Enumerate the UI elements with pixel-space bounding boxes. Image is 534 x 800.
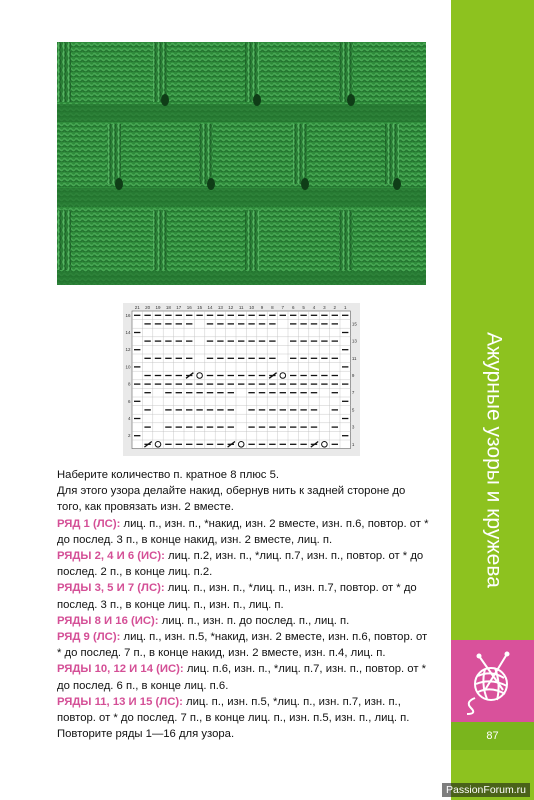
chart-row-label-left: 14 <box>125 330 131 335</box>
chart-row-label-left: 6 <box>127 398 131 404</box>
row-text: лиц. п., изн. п.5, *лиц. п., изн. п.7, изн. п., повтор. от * до послед. 7 п., в конце лиц. п., изн. п.5, изн. п., лиц. п. <box>57 695 410 725</box>
row-text: лиц. п.6, изн. п., *лиц. п.7, изн. п., повтор. от * до послед. 6 п., в конце лиц. п.6. <box>57 663 427 692</box>
chapter-title: Ажурные узоры и кружева <box>482 332 506 588</box>
row-label: РЯД 9 (ЛС): <box>57 631 121 644</box>
chart-column-label: 4 <box>312 305 316 310</box>
row-label: РЯД 1 (ЛС): <box>57 517 121 530</box>
row-text: лиц. п., изн. п.5, *накид, изн. 2 вместе, изн. п.6, повтор. от * до послед. 7 п., в конце накид, изн. 2 вместе, изн. п.4, лиц. п. <box>57 631 428 660</box>
chart-column-label: 13 <box>217 305 223 310</box>
row-instruction <box>57 661 432 693</box>
chart-column-label: 9 <box>260 305 264 310</box>
intro-line-2: Для этого узора делайте накид, обернув нить к задней стороне до того, как провязать изн. 2 вместе. <box>57 485 406 514</box>
page-number: 87 <box>451 722 534 750</box>
yarn-icon-box <box>451 640 534 722</box>
chart-column-label: 3 <box>323 305 326 310</box>
chart-column-label: 17 <box>176 305 182 310</box>
chart-column-label: 12 <box>228 305 234 310</box>
row-label: РЯДЫ 2, 4 И 6 (ИС): <box>57 550 165 563</box>
chart-column-label: 10 <box>249 305 255 310</box>
chart-row-label-left: 12 <box>125 347 131 353</box>
chart-column-label: 7 <box>281 305 285 310</box>
chart-column-label: 1 <box>343 305 347 310</box>
knitted-fabric-image <box>57 42 426 285</box>
row-instruction <box>57 694 432 726</box>
yarn-ball-with-needles-icon <box>451 640 534 722</box>
chart-column-label: 16 <box>186 305 192 310</box>
row-instruction <box>57 613 432 629</box>
knitting-sample-photo <box>57 42 426 285</box>
chart-column-label: 8 <box>271 305 274 310</box>
chart-row-label-right: 13 <box>351 338 357 344</box>
repeat-instruction: Повторите ряды 1—16 для узора. <box>57 728 235 741</box>
row-instruction <box>57 629 432 661</box>
chart-column-label: 11 <box>238 305 244 310</box>
chapter-title-svg <box>451 290 534 630</box>
chart-grid <box>123 303 360 456</box>
row-instructions <box>57 516 432 727</box>
chart-row-label-left: 2 <box>127 433 131 439</box>
row-text: лиц. п., изн. п., *лиц. п., изн. п.7, повтор. от * до послед. 3 п., в конце лиц. п., изн. п., лиц. п. <box>57 582 417 611</box>
watermark[interactable]: PassionForum.ru <box>442 783 530 797</box>
chart-row-label-left: 4 <box>127 416 131 421</box>
chart-column-label: 6 <box>291 305 295 310</box>
chart-column-label: 18 <box>165 305 171 310</box>
chart-row-label-right: 5 <box>351 407 355 413</box>
chart-column-label: 14 <box>207 305 213 310</box>
chart-column-label: 19 <box>155 305 161 310</box>
instructions <box>57 467 432 742</box>
chart-row-label-left: 10 <box>125 364 131 370</box>
chart-column-label: 15 <box>197 305 203 310</box>
chart-column-label: 2 <box>333 305 337 310</box>
chart-row-label-right: 15 <box>351 321 357 327</box>
row-text: лиц. п., изн. п. до послед. п., лиц. п. <box>158 614 350 627</box>
row-text: лиц. п., изн. п., *накид, изн. 2 вместе, изн. п.6, повтор. от * до послед. 3 п., в конце накид, изн. 2 вместе, лиц. п. <box>57 517 429 546</box>
row-instruction <box>57 516 432 548</box>
chart-row-label-left: 8 <box>127 381 131 387</box>
chart-row-label-right: 11 <box>351 355 357 361</box>
chart-row-label-right: 3 <box>351 424 355 430</box>
row-label: РЯДЫ 11, 13 И 15 (ЛС): <box>57 695 183 708</box>
row-text: лиц. п.2, изн. п., *лиц. п.7, изн. п., повтор. от * до послед. 2 п., в конце лиц. п.2. <box>57 550 424 579</box>
chart-row-label-right: 1 <box>351 441 355 447</box>
knitting-chart <box>123 303 360 456</box>
chart-row-label-right: 9 <box>351 373 355 378</box>
chart-column-label: 20 <box>145 305 151 310</box>
row-instruction <box>57 580 432 612</box>
sidebar-bottom-band <box>451 750 534 782</box>
row-label: РЯДЫ 10, 12 И 14 (ИС): <box>57 663 184 676</box>
intro-line-1: Наберите количество п. кратное 8 плюс 5. <box>57 469 280 481</box>
chart-column-label: 21 <box>134 305 140 310</box>
row-label: РЯДЫ 3, 5 И 7 (ЛС): <box>57 582 165 595</box>
row-instruction <box>57 548 432 580</box>
chart-row-label-right: 7 <box>351 390 355 396</box>
chart-row-label-left: 16 <box>125 312 131 318</box>
chapter-title-area <box>451 290 534 630</box>
row-label: РЯДЫ 8 И 16 (ИС): <box>57 614 159 627</box>
chart-column-label: 5 <box>302 305 305 310</box>
